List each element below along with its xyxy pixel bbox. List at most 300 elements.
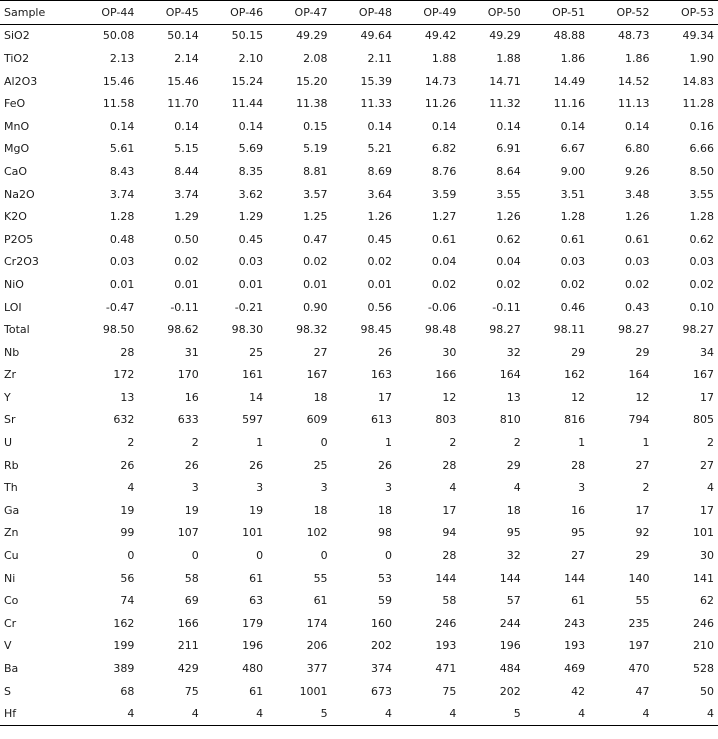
table-row — [0, 635, 718, 658]
table-cell: 74 — [120, 594, 135, 608]
column-header: OP-50 — [487, 5, 521, 19]
table-body — [0, 24, 718, 725]
table-cell: 49.42 — [424, 29, 457, 43]
table-cell: 14.52 — [618, 74, 650, 88]
table-cell: 11.70 — [167, 97, 199, 111]
table-cell: 27 — [313, 345, 328, 359]
table-cell: 3 — [384, 481, 392, 495]
table-cell: -0.11 — [170, 300, 199, 314]
table-cell: 0.01 — [174, 277, 199, 291]
table-cell: 0.56 — [367, 300, 392, 314]
table-cell: 14.49 — [553, 74, 586, 88]
table-cell: 0 — [320, 436, 328, 450]
table-cell: 18 — [506, 503, 521, 517]
table-cell: 2.11 — [367, 51, 392, 65]
table-cell: 632 — [113, 413, 135, 427]
table-cell: 4 — [191, 707, 199, 721]
table-cell: 17 — [700, 390, 714, 404]
table-cell: 2 — [191, 436, 199, 450]
table-cell: 1.86 — [560, 51, 586, 65]
table-cell: 0.01 — [109, 277, 135, 291]
table-cell: 59 — [377, 594, 392, 608]
table-cell: 144 — [435, 571, 457, 585]
table-cell: 0.61 — [625, 232, 650, 246]
table-cell: 48.73 — [618, 29, 650, 43]
table-row — [0, 364, 718, 387]
table-cell: 1.26 — [496, 210, 521, 224]
table-cell: 0.90 — [303, 300, 328, 314]
table-cell: 15.46 — [102, 74, 135, 88]
table-cell: 0.48 — [109, 232, 135, 246]
table-cell: 55 — [313, 571, 328, 585]
table-cell: 4 — [127, 707, 135, 721]
table-cell: 8.81 — [303, 164, 328, 178]
table-cell: 95 — [506, 526, 521, 540]
table-cell: 57 — [506, 594, 521, 608]
table-cell: 19 — [120, 503, 135, 517]
table-cell: 11.28 — [682, 97, 714, 111]
table-cell: 0.61 — [431, 232, 457, 246]
table-cell: 49.64 — [360, 29, 392, 43]
table-row — [0, 47, 718, 70]
table-cell: 0.02 — [560, 277, 586, 291]
table-row — [0, 612, 718, 635]
table-cell: 0 — [256, 549, 264, 563]
row-label: K2O — [4, 210, 27, 224]
table-cell: 0.14 — [174, 119, 199, 133]
table-cell: 62 — [700, 594, 714, 608]
table-cell: 13 — [120, 390, 135, 404]
table-cell: 50.14 — [167, 29, 199, 43]
table-cell: 14.71 — [489, 74, 521, 88]
table-cell: 0 — [127, 549, 135, 563]
table-cell: 4 — [707, 481, 714, 495]
table-row — [0, 454, 718, 477]
table-row — [0, 296, 718, 319]
table-cell: 29 — [635, 345, 650, 359]
row-label: Al2O3 — [4, 74, 38, 88]
table-cell: 75 — [184, 684, 199, 698]
table-cell: 2 — [513, 436, 521, 450]
table-cell: 3.55 — [689, 187, 714, 201]
table-cell: 3.59 — [431, 187, 457, 201]
table-cell: 28 — [571, 458, 586, 472]
table-cell: 5 — [320, 707, 328, 721]
row-label: Nb — [4, 345, 20, 359]
table-cell: 164 — [499, 368, 521, 382]
table-cell: 17 — [442, 503, 457, 517]
table-cell: 29 — [506, 458, 521, 472]
row-label: Co — [4, 594, 19, 608]
table-cell: 4 — [384, 707, 392, 721]
column-header: OP-53 — [680, 5, 714, 19]
row-label: Sr — [4, 413, 16, 427]
row-label: Zr — [4, 368, 17, 382]
table-cell: 1.29 — [174, 210, 199, 224]
table-cell: 102 — [306, 526, 328, 540]
table-cell: 794 — [628, 413, 650, 427]
table-cell: 144 — [564, 571, 586, 585]
table-row — [0, 273, 718, 296]
column-header: OP-47 — [294, 5, 328, 19]
table-cell: 98.30 — [231, 323, 264, 337]
table-cell: 0.62 — [496, 232, 521, 246]
table-cell: 166 — [435, 368, 457, 382]
table-cell: 170 — [177, 368, 199, 382]
table-cell: 0.02 — [689, 277, 714, 291]
row-label: LOI — [4, 300, 22, 314]
table-cell: 235 — [628, 616, 650, 630]
table-cell: 11.58 — [102, 97, 135, 111]
table-cell: 53 — [377, 571, 392, 585]
table-cell: 98.45 — [360, 323, 392, 337]
table-cell: 6.80 — [625, 142, 650, 156]
table-cell: 3.74 — [174, 187, 199, 201]
table-cell: 6.91 — [496, 142, 521, 156]
table-row — [0, 409, 718, 432]
row-label: Zn — [4, 526, 19, 540]
table-cell: 3 — [578, 481, 586, 495]
table-cell: 27 — [700, 458, 714, 472]
table-cell: 3.64 — [367, 187, 392, 201]
table-row — [0, 657, 718, 680]
table-cell: 5.19 — [303, 142, 328, 156]
table-cell: 15.39 — [360, 74, 392, 88]
table-cell: 0.02 — [431, 277, 457, 291]
table-cell: 49.29 — [296, 29, 328, 43]
table-cell: 243 — [564, 616, 586, 630]
table-cell: 8.76 — [431, 164, 457, 178]
table-cell: 244 — [499, 616, 521, 630]
table-cell: 98.50 — [102, 323, 135, 337]
table-cell: -0.11 — [492, 300, 521, 314]
table-cell: 0.04 — [431, 255, 457, 269]
table-cell: 2 — [642, 481, 650, 495]
table-row — [0, 70, 718, 93]
table-cell: 26 — [377, 345, 392, 359]
table-cell: 29 — [571, 345, 586, 359]
table-cell: 11.16 — [553, 97, 586, 111]
table-cell: 94 — [442, 526, 457, 540]
table-cell: 19 — [184, 503, 199, 517]
row-label: Hf — [4, 707, 17, 721]
table-cell: 246 — [693, 616, 714, 630]
table-row — [0, 680, 718, 703]
column-header: OP-45 — [165, 5, 199, 19]
table-cell: 16 — [184, 390, 199, 404]
table-cell: 199 — [113, 639, 135, 653]
table-cell: 8.69 — [367, 164, 392, 178]
table-cell: 50.15 — [231, 29, 264, 43]
table-cell: 8.64 — [496, 164, 521, 178]
table-cell: 0.03 — [109, 255, 135, 269]
table-cell: 0.47 — [303, 232, 328, 246]
table-row — [0, 476, 718, 499]
table-cell: 9.26 — [625, 164, 650, 178]
table-cell: 6.67 — [560, 142, 586, 156]
table-row — [0, 522, 718, 545]
table-cell: 31 — [184, 345, 199, 359]
table-cell: 1 — [578, 436, 586, 450]
table-row — [0, 160, 718, 183]
row-label: TiO2 — [4, 51, 30, 65]
table-cell: 69 — [184, 594, 199, 608]
table-cell: 5.69 — [238, 142, 264, 156]
table-cell: 50.08 — [102, 29, 135, 43]
table-cell: 12 — [442, 390, 457, 404]
row-label: P2O5 — [4, 232, 34, 246]
table-row — [0, 115, 718, 138]
table-cell: 0.45 — [367, 232, 392, 246]
table-cell: 42 — [571, 684, 586, 698]
table-cell: 0.50 — [174, 232, 199, 246]
table-cell: 50 — [700, 684, 714, 698]
table-cell: 8.50 — [689, 164, 714, 178]
table-cell: 5 — [513, 707, 521, 721]
table-cell: 15.20 — [296, 74, 328, 88]
table-cell: 56 — [120, 571, 135, 585]
table-cell: 162 — [113, 616, 135, 630]
table-cell: 4 — [127, 481, 135, 495]
row-label: Ba — [4, 662, 19, 676]
table-cell: 15.24 — [231, 74, 264, 88]
table-cell: 2.08 — [303, 51, 328, 65]
table-row — [0, 318, 718, 341]
table-row — [0, 92, 718, 115]
table-cell: 11.44 — [231, 97, 264, 111]
table-row — [0, 341, 718, 364]
table-cell: 1.26 — [625, 210, 650, 224]
table-cell: 179 — [242, 616, 264, 630]
table-cell: 196 — [499, 639, 521, 653]
table-cell: 98.48 — [424, 323, 457, 337]
table-cell: 429 — [177, 662, 199, 676]
table-cell: 68 — [120, 684, 135, 698]
row-label: Rb — [4, 458, 19, 472]
table-cell: 673 — [370, 684, 392, 698]
column-header: OP-51 — [552, 5, 586, 19]
row-label: S — [4, 684, 11, 698]
table-cell: 28 — [442, 458, 457, 472]
table-cell: 12 — [635, 390, 650, 404]
table-cell: 28 — [120, 345, 135, 359]
table-row — [0, 431, 718, 454]
table-cell: 389 — [113, 662, 135, 676]
table-cell: 193 — [564, 639, 586, 653]
table-cell: 61 — [249, 684, 264, 698]
table-cell: 98.27 — [489, 323, 521, 337]
table-cell: 0.02 — [496, 277, 521, 291]
table-cell: 55 — [635, 594, 650, 608]
table-cell: 4 — [449, 707, 457, 721]
table-cell: 0 — [320, 549, 328, 563]
table-cell: 0.46 — [560, 300, 586, 314]
table-cell: 34 — [700, 345, 714, 359]
table-cell: 471 — [435, 662, 457, 676]
table-cell: 49.29 — [489, 29, 521, 43]
table-cell: 480 — [242, 662, 264, 676]
row-label: Th — [4, 481, 18, 495]
table-cell: 528 — [693, 662, 714, 676]
table-cell: 75 — [442, 684, 457, 698]
table-row — [0, 138, 718, 161]
table-cell: 0.61 — [560, 232, 586, 246]
table-cell: 2.13 — [109, 51, 135, 65]
table-cell: 98 — [377, 526, 392, 540]
table-cell: 810 — [499, 413, 521, 427]
table-cell: 61 — [313, 594, 328, 608]
table-cell: 30 — [700, 549, 714, 563]
table-cell: 3 — [256, 481, 264, 495]
table-row — [0, 544, 718, 567]
table-cell: 11.33 — [360, 97, 392, 111]
table-cell: 470 — [628, 662, 650, 676]
table-cell: 5.21 — [367, 142, 392, 156]
row-label: Total — [4, 323, 30, 337]
table-cell: 17 — [700, 503, 714, 517]
table-cell: 164 — [628, 368, 650, 382]
table-cell: 18 — [313, 503, 328, 517]
table-cell: 4 — [578, 707, 586, 721]
table-cell: 1.88 — [496, 51, 521, 65]
table-cell: 211 — [177, 639, 199, 653]
table-cell: 3 — [191, 481, 199, 495]
table-cell: 0.02 — [367, 255, 392, 269]
table-cell: 101 — [242, 526, 264, 540]
row-label: Cu — [4, 549, 19, 563]
row-label: MnO — [4, 119, 30, 133]
table-cell: 48.88 — [553, 29, 586, 43]
table-cell: 99 — [120, 526, 135, 540]
table-cell: 27 — [571, 549, 586, 563]
table-row — [0, 702, 718, 725]
table-cell: 14.83 — [682, 74, 714, 88]
table-cell: 26 — [377, 458, 392, 472]
table-cell: 19 — [249, 503, 264, 517]
table-row — [0, 183, 718, 206]
table-cell: 1.27 — [431, 210, 457, 224]
table-cell: 377 — [306, 662, 328, 676]
table-row — [0, 567, 718, 590]
table-row — [0, 24, 718, 47]
table-cell: 92 — [635, 526, 650, 540]
table-cell: 1.90 — [689, 51, 714, 65]
table-cell: 0.14 — [625, 119, 650, 133]
column-header-sample: Sample — [4, 5, 46, 19]
table-cell: 26 — [120, 458, 135, 472]
row-label: NiO — [4, 277, 24, 291]
table-cell: 1.86 — [625, 51, 650, 65]
table-cell: 18 — [313, 390, 328, 404]
table-cell: 0.14 — [238, 119, 264, 133]
row-label: V — [4, 639, 12, 653]
table-cell: 3.55 — [496, 187, 521, 201]
table-cell: 160 — [370, 616, 392, 630]
column-header: OP-52 — [616, 5, 650, 19]
table-cell: 61 — [571, 594, 586, 608]
table-cell: 0.14 — [431, 119, 457, 133]
table-cell: 0.01 — [238, 277, 264, 291]
row-label: Ni — [4, 571, 16, 585]
table-cell: 1 — [384, 436, 392, 450]
table-cell: 1.88 — [431, 51, 457, 65]
row-label: Cr — [4, 616, 17, 630]
table-cell: 26 — [249, 458, 264, 472]
table-cell: 8.44 — [174, 164, 199, 178]
table-cell: 29 — [635, 549, 650, 563]
table-cell: 14 — [249, 390, 264, 404]
column-header: OP-44 — [101, 5, 135, 19]
table-cell: 0.01 — [303, 277, 328, 291]
table-cell: 98.11 — [553, 323, 586, 337]
table-cell: 98.27 — [682, 323, 714, 337]
table-cell: 3 — [320, 481, 328, 495]
table-cell: 0 — [191, 549, 199, 563]
table-cell: 32 — [506, 345, 521, 359]
table-cell: 58 — [442, 594, 457, 608]
table-cell: 47 — [635, 684, 650, 698]
table-cell: 26 — [184, 458, 199, 472]
row-label: CaO — [4, 164, 28, 178]
row-label: MgO — [4, 142, 30, 156]
table-cell: 9.00 — [560, 164, 586, 178]
table-row — [0, 205, 718, 228]
table-cell: 5.61 — [109, 142, 135, 156]
table-cell: 141 — [693, 571, 714, 585]
row-label: Na2O — [4, 187, 35, 201]
table-cell: 0.01 — [367, 277, 392, 291]
table-cell: 8.43 — [109, 164, 135, 178]
table-cell: 1 — [642, 436, 650, 450]
table-cell: 0.02 — [303, 255, 328, 269]
table-cell: 803 — [435, 413, 457, 427]
table-cell: 0.14 — [367, 119, 392, 133]
table-cell: 0 — [384, 549, 392, 563]
table-cell: 49.34 — [682, 29, 714, 43]
table-cell: 0.14 — [496, 119, 521, 133]
table-cell: 0.03 — [238, 255, 264, 269]
table-cell: 0.62 — [689, 232, 714, 246]
table-cell: 0.03 — [689, 255, 714, 269]
column-header: OP-49 — [423, 5, 457, 19]
table-cell: 484 — [499, 662, 521, 676]
table-cell: 196 — [242, 639, 264, 653]
table-cell: 2.10 — [238, 51, 264, 65]
table-cell: 2.14 — [174, 51, 199, 65]
table-cell: 27 — [635, 458, 650, 472]
table-cell: 63 — [249, 594, 264, 608]
table-cell: 98.27 — [618, 323, 650, 337]
table-cell: 167 — [693, 368, 714, 382]
column-header: OP-48 — [358, 5, 392, 19]
table-cell: 193 — [435, 639, 457, 653]
table-cell: 0.10 — [689, 300, 714, 314]
table-cell: 1.28 — [689, 210, 714, 224]
table-cell: 11.26 — [424, 97, 457, 111]
table-cell: 163 — [370, 368, 392, 382]
table-cell: 3.48 — [625, 187, 650, 201]
table-cell: 633 — [177, 413, 199, 427]
table-cell: 101 — [693, 526, 714, 540]
table-cell: 98.32 — [296, 323, 328, 337]
table-cell: 0.02 — [174, 255, 199, 269]
table-cell: 5.15 — [174, 142, 199, 156]
table-cell: 32 — [506, 549, 521, 563]
table-cell: 162 — [564, 368, 586, 382]
table-cell: 0.14 — [109, 119, 135, 133]
table-cell: 11.32 — [489, 97, 521, 111]
table-cell: 805 — [693, 413, 714, 427]
